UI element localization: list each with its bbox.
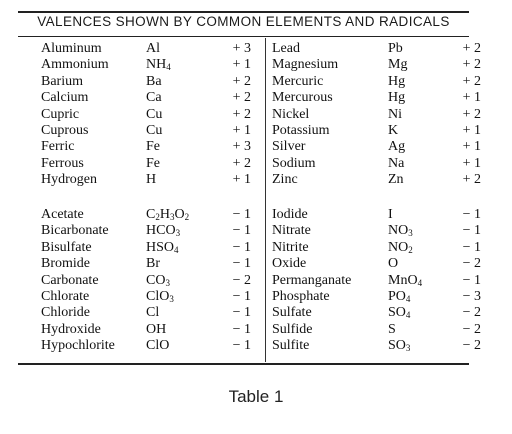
element-name: Phosphate [272, 288, 330, 304]
element-name: Mercuric [272, 73, 324, 89]
table-title: VALENCES SHOWN BY COMMON ELEMENTS AND RADICALS [37, 14, 450, 29]
element-symbol: $HCO_3$ [146, 223, 181, 239]
element-name: Carbonate [41, 272, 99, 288]
valence-table [18, 11, 481, 366]
table-row [18, 90, 481, 106]
element-name: Nickel [272, 106, 310, 122]
table-row [18, 321, 481, 338]
element-symbol: Al [146, 41, 160, 56]
element-name: Bisulfate [41, 239, 92, 255]
table-row [18, 155, 481, 172]
element-name: Ferric [41, 139, 75, 155]
element-name: Bromide [41, 256, 90, 272]
element-valence: − 1 [232, 288, 251, 304]
element-symbol: Ba [146, 73, 162, 89]
element-symbol: Fe [146, 139, 160, 155]
element-valence: − 2 [462, 256, 481, 272]
element-valence: + 1 [232, 172, 251, 188]
element-valence: − 1 [232, 239, 251, 255]
element-symbol: $C_2H_3O_2$ [146, 207, 190, 222]
element-name: Ferrous [41, 155, 84, 171]
element-valence: − 1 [232, 223, 251, 239]
table-header-rule [18, 36, 469, 37]
element-name: Hydrogen [41, 172, 97, 188]
element-valence: + 2 [232, 90, 251, 106]
table-row [18, 272, 481, 289]
element-valence: + 1 [462, 122, 481, 138]
table-row [18, 172, 481, 188]
element-valence: + 2 [462, 57, 481, 73]
element-symbol: Ca [146, 90, 162, 106]
element-symbol: $SO_4$ [388, 305, 411, 321]
element-valence: + 1 [462, 90, 481, 106]
element-symbol: Cu [146, 122, 163, 138]
element-name: Zinc [272, 172, 298, 188]
element-symbol: I [388, 207, 393, 222]
element-name: Sodium [272, 155, 316, 171]
table-row [18, 305, 481, 321]
element-name: Ammonium [41, 57, 109, 73]
table-bottom-rule [18, 363, 469, 365]
element-symbol: O [388, 256, 399, 272]
table-top-rule [18, 11, 469, 13]
table-row [18, 122, 481, 139]
element-name: Oxide [272, 256, 307, 272]
element-valence: − 1 [232, 305, 251, 321]
element-valence: + 2 [232, 155, 251, 171]
element-valence: + 2 [462, 172, 481, 188]
element-name: Sulfate [272, 305, 312, 321]
table-row [18, 338, 481, 354]
element-name: Calcium [41, 90, 89, 106]
table-row [18, 223, 481, 239]
table-row [18, 139, 481, 155]
element-valence: − 1 [462, 223, 481, 239]
element-symbol: Cu [146, 106, 163, 122]
element-name: Sulfide [272, 321, 313, 337]
element-name: Chloride [41, 305, 90, 321]
element-valence: − 1 [462, 239, 481, 255]
element-valence: + 1 [232, 122, 251, 138]
element-valence: − 1 [232, 256, 251, 272]
element-valence: + 2 [232, 106, 251, 122]
element-name: Hydroxide [41, 321, 101, 337]
element-valence: + 2 [462, 41, 481, 56]
element-symbol: H [146, 172, 157, 188]
element-symbol: Hg [388, 73, 406, 89]
element-valence: − 1 [232, 207, 251, 222]
element-valence: + 1 [462, 155, 481, 171]
element-symbol: Br [146, 256, 160, 272]
element-symbol: $PO_4$ [388, 288, 411, 304]
element-name: Barium [41, 73, 83, 89]
element-symbol: MnO$_4$ [388, 272, 423, 288]
element-valence: + 2 [232, 73, 251, 89]
element-name: Mercurous [272, 90, 333, 106]
table-row [18, 288, 481, 305]
table-row [18, 106, 481, 123]
element-symbol: Ni [388, 106, 402, 122]
table-row [18, 57, 481, 73]
element-symbol: Pb [388, 41, 403, 56]
element-name: Iodide [272, 207, 308, 222]
element-valence: − 2 [462, 305, 481, 321]
element-valence: + 2 [462, 106, 481, 122]
element-valence: + 1 [462, 139, 481, 155]
element-symbol: Zn [388, 172, 404, 188]
element-symbol: $NO_3$ [388, 223, 413, 239]
element-symbol: $HSO_4$ [146, 239, 179, 255]
element-valence: − 2 [462, 321, 481, 337]
radicals-section [18, 207, 481, 355]
element-symbol: $SO_3$ [388, 338, 411, 354]
table-row [18, 41, 481, 57]
element-symbol: OH [146, 321, 167, 337]
element-valence: − 1 [232, 338, 251, 354]
element-valence: + 2 [462, 73, 481, 89]
element-symbol: Mg [388, 57, 408, 73]
element-name: Silver [272, 139, 306, 155]
element-name: Hypochlorite [41, 338, 115, 354]
element-symbol: K [388, 122, 399, 138]
element-name: Nitrite [272, 239, 309, 255]
element-symbol: Ag [388, 139, 406, 155]
element-valence: − 2 [462, 338, 481, 354]
table-row [18, 207, 481, 223]
element-name: Acetate [41, 207, 84, 222]
element-name: Chlorate [41, 288, 90, 304]
element-valence: − 2 [232, 272, 251, 288]
element-name: Magnesium [272, 57, 339, 73]
element-symbol: Cl [146, 305, 160, 321]
element-symbol: S [388, 321, 396, 337]
element-name: Potassium [272, 122, 330, 138]
element-symbol: Na [388, 155, 405, 171]
element-name: Sulfite [272, 338, 310, 354]
element-valence: − 1 [462, 207, 481, 222]
element-name: Permanganate [272, 272, 352, 288]
element-valence: − 1 [462, 272, 481, 288]
element-valence: + 1 [232, 57, 251, 73]
element-valence: + 3 [232, 41, 251, 56]
element-symbol: Fe [146, 155, 160, 171]
table-row [18, 239, 481, 256]
element-name: Lead [272, 41, 300, 56]
element-symbol: $NH_4$ [146, 57, 171, 73]
element-symbol: ClO [146, 338, 170, 354]
element-name: Cuprous [41, 122, 89, 138]
element-valence: + 3 [232, 139, 251, 155]
elements-section [18, 41, 481, 189]
element-valence: − 3 [462, 288, 481, 304]
element-symbol: Hg [388, 90, 406, 106]
element-name: Aluminum [41, 41, 102, 56]
element-name: Nitrate [272, 223, 311, 239]
element-symbol: $NO_2$ [388, 239, 413, 255]
element-name: Cupric [41, 106, 80, 122]
table-row [18, 73, 481, 90]
element-symbol: ClO$_3$ [146, 288, 174, 304]
element-name: Bicarbonate [41, 223, 109, 239]
element-symbol: $CO_3$ [146, 272, 170, 288]
table-row [18, 256, 481, 272]
table-caption: Table 1 [228, 387, 284, 406]
element-valence: − 1 [232, 321, 251, 337]
